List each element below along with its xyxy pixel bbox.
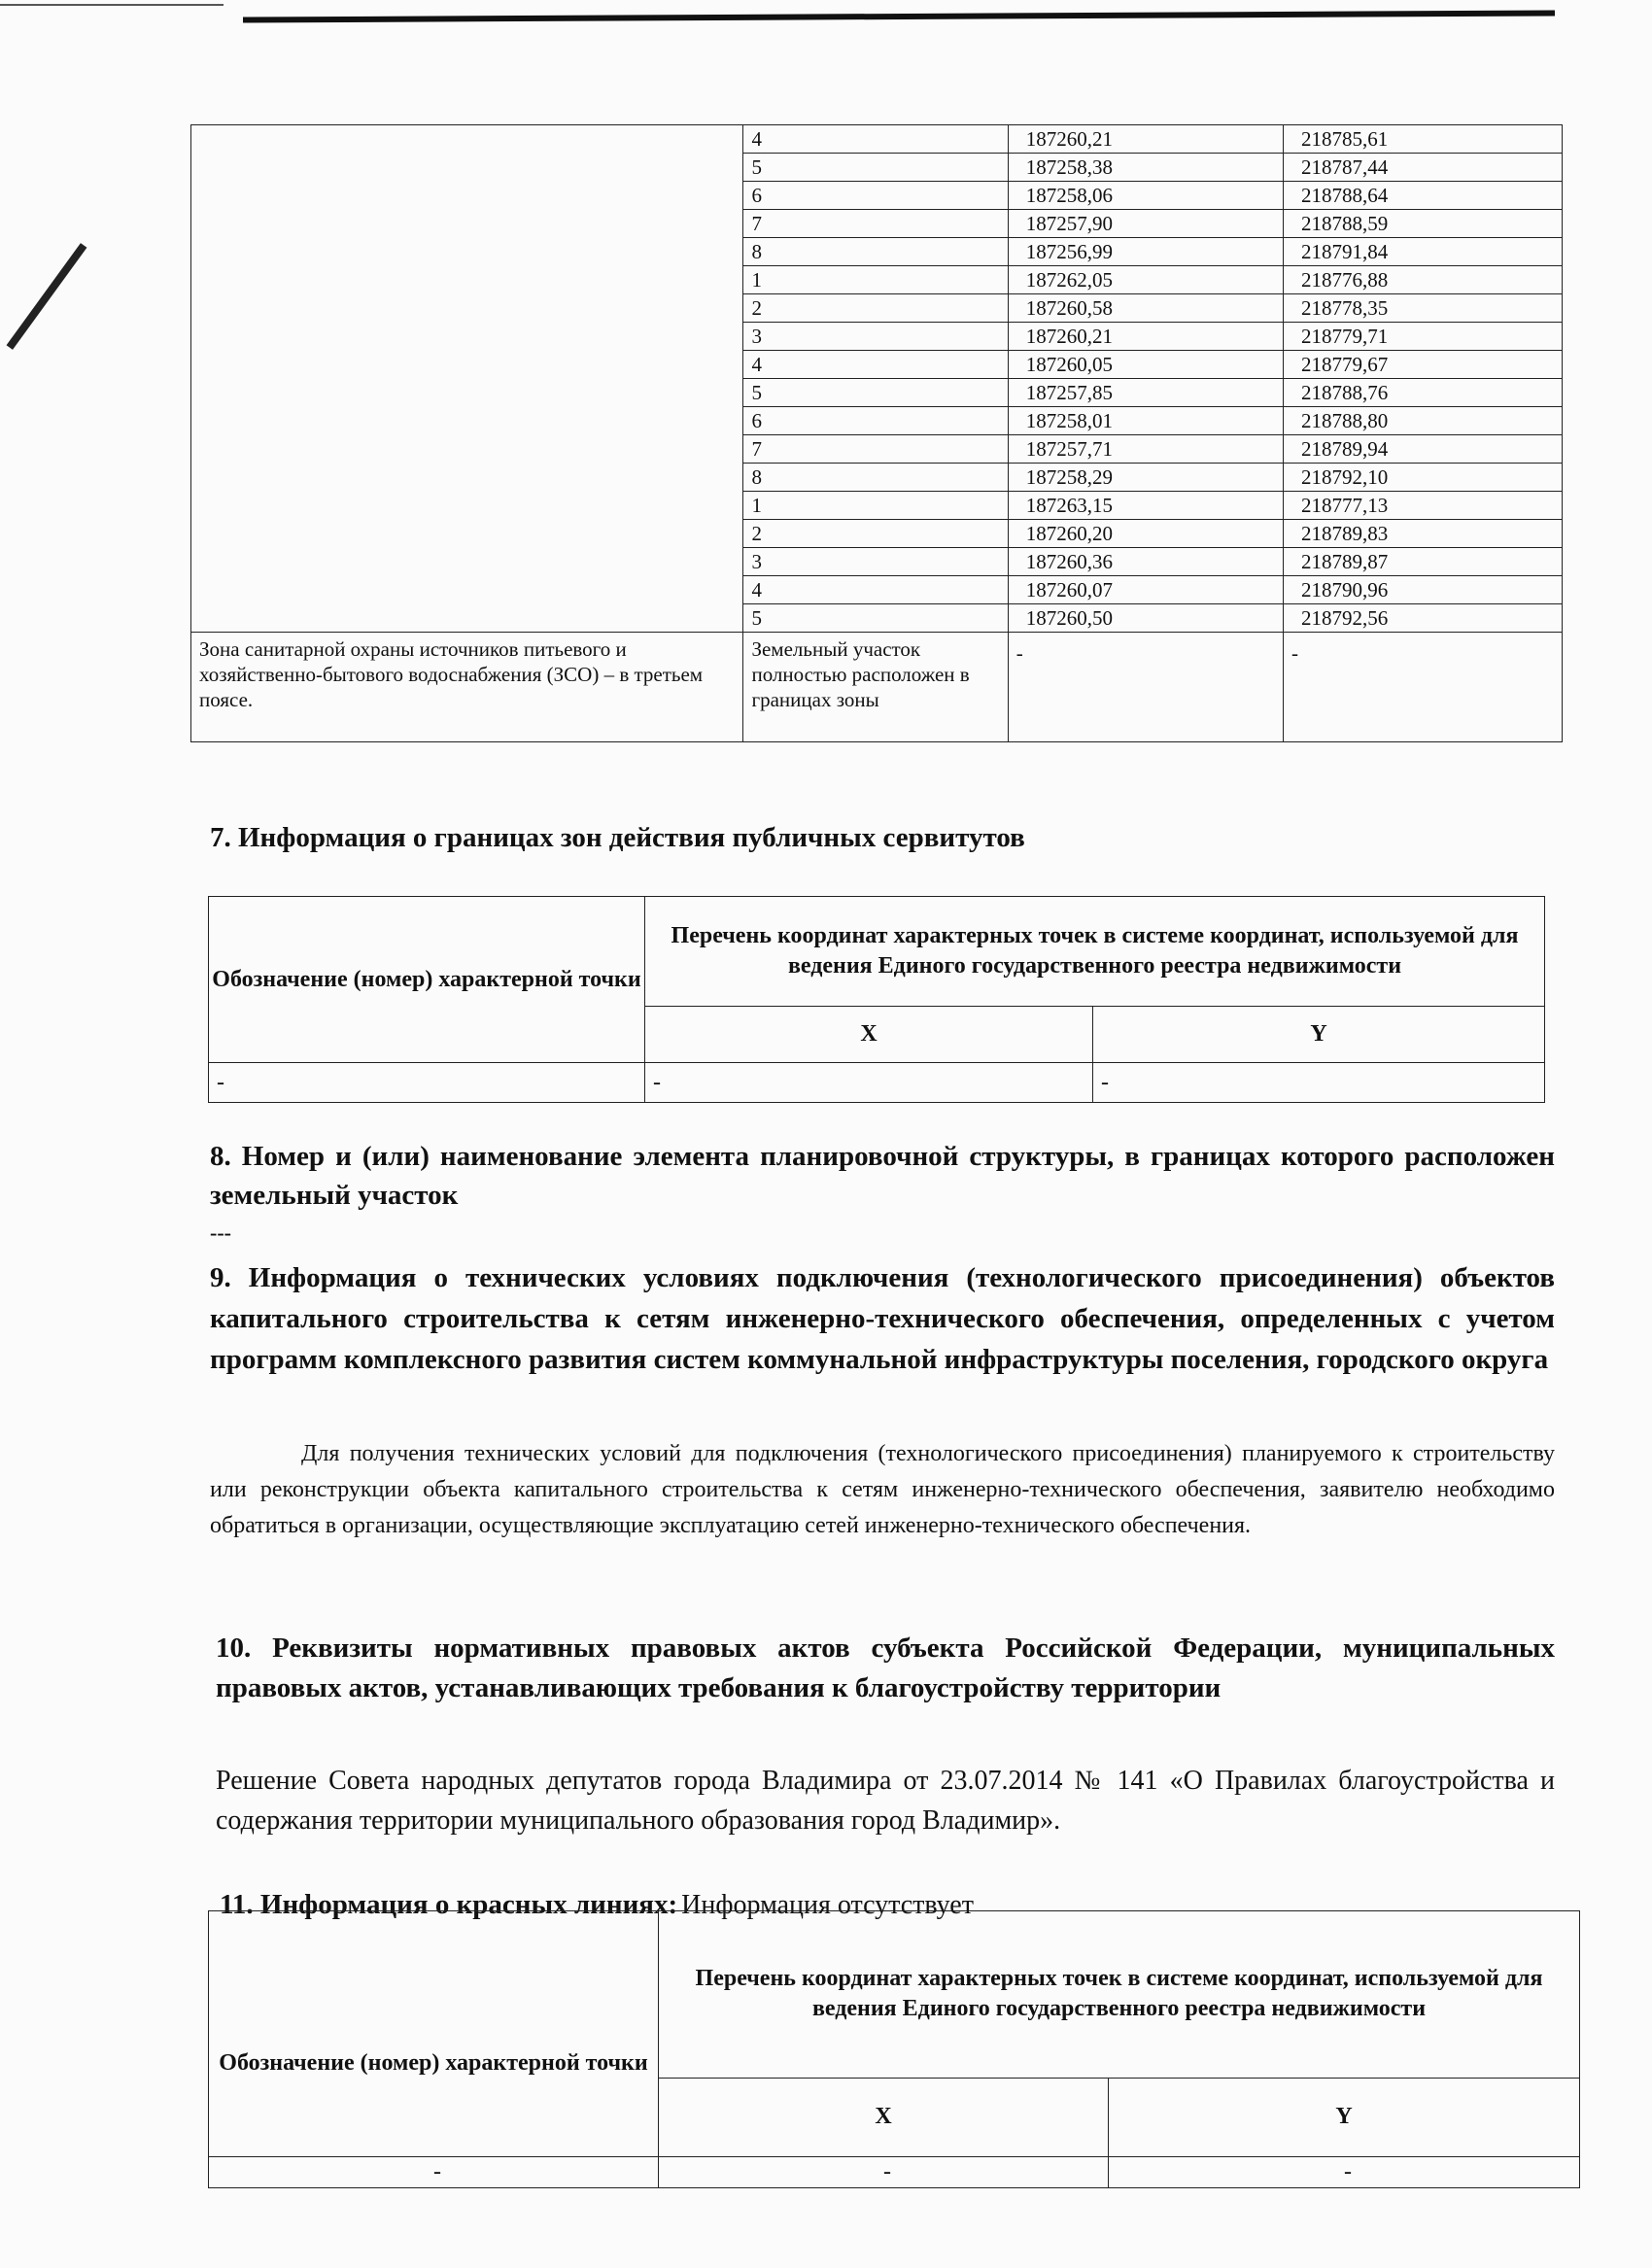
scan-edge-left [0,4,224,6]
redlines-col-coords: Перечень координат характерных точек в системе координат, используемой для ведения Единого государственного реестра недвижимости [659,1911,1580,2079]
redlines-y-value: - [1109,2157,1580,2188]
coord-y: 218788,59 [1283,210,1562,238]
section11-title: 11. Информация о красных линиях: [220,1889,678,1920]
coord-y: 218788,76 [1283,379,1562,407]
coord-y: 218776,88 [1283,266,1562,294]
servitude-col-point: Обозначение (номер) характерной точки [209,897,645,1063]
servitude-x-value: - [645,1063,1093,1103]
section10-text: Решение Совета народных депутатов города Владимира от 23.07.2014 № 141 «О Правилах благоустройства и содержания территории муниципального образования город Владимир». [216,1766,1555,1836]
point-number: 8 [743,464,1008,492]
coord-y: 218788,64 [1283,182,1562,210]
zso-row [191,633,1563,742]
coord-x: 187257,90 [1008,210,1283,238]
coord-x: 187260,36 [1008,548,1283,576]
point-number: 6 [743,182,1008,210]
coord-x: 187260,58 [1008,294,1283,323]
point-number: 2 [743,520,1008,548]
zso-name: Зона санитарной охраны источников питьевого и хозяйственно-бытового водоснабжения (ЗСО) – в третьем поясе. [191,633,743,742]
redlines-col-y: Y [1109,2078,1580,2156]
point-number: 6 [743,407,1008,435]
zso-status: Земельный участок полностью расположен в границах зоны [743,633,1008,742]
coord-y: 218779,67 [1283,351,1562,379]
point-number: 4 [743,125,1008,154]
point-number: 4 [743,351,1008,379]
blank-merged-cell [191,125,743,633]
coord-x: 187263,15 [1008,492,1283,520]
coord-y: 218779,71 [1283,323,1562,351]
point-number: 3 [743,323,1008,351]
coord-x: 187258,38 [1008,154,1283,182]
section11-status: Информация отсутствует [681,1890,974,1920]
coord-y: 218789,87 [1283,548,1562,576]
coord-x: 187260,07 [1008,576,1283,604]
coord-y: 218792,10 [1283,464,1562,492]
section9-text: Для получения технических условий для подключения (технологического присоединения) планируемого к строительству или реконструкции объекта капитального строительства к сетям инженерно-технического обеспечения, заявителю необходимо обратиться в организации, осуществляющие эксплуатацию сетей инженерно-технического обеспечения. [210,1441,1555,1538]
coord-x: 187257,85 [1008,379,1283,407]
section10-title: 10. Реквизиты нормативных правовых актов субъекта Российской Федерации, муниципальных правовых актов, устанавливающих требования к благоустройству территории [216,1632,1555,1703]
coordinates-table [190,124,1563,742]
coord-x: 187256,99 [1008,238,1283,266]
point-number: 1 [743,266,1008,294]
coord-y: 218788,80 [1283,407,1562,435]
redlines-x-value: - [659,2157,1109,2188]
coord-x: 187258,29 [1008,464,1283,492]
point-number: 5 [743,154,1008,182]
servitude-y-value: - [1093,1063,1545,1103]
redlines-col-point: Обозначение (номер) характерной точки [209,1911,659,2157]
coord-y: 218787,44 [1283,154,1562,182]
section8-title: 8. Номер и (или) наименование элемента планировочной структуры, в границах которого расположен земельный участок [210,1141,1555,1211]
coord-y: 218789,83 [1283,520,1562,548]
point-number: 4 [743,576,1008,604]
redlines-col-x: X [659,2078,1109,2156]
coord-x: 187258,01 [1008,407,1283,435]
point-number: 5 [743,604,1008,633]
scan-edge-top [243,10,1555,22]
servitude-col-coords: Перечень координат характерных точек в системе координат, используемой для ведения Единого государственного реестра недвижимости [645,897,1545,1007]
servitude-point-value: - [209,1063,645,1103]
point-number: 2 [743,294,1008,323]
point-number: 5 [743,379,1008,407]
point-number: 8 [743,238,1008,266]
servitude-col-x: X [645,1006,1093,1062]
coord-y: 218785,61 [1283,125,1562,154]
point-number: 1 [743,492,1008,520]
point-number: 7 [743,435,1008,464]
coord-x: 187260,21 [1008,125,1283,154]
zso-y: - [1283,633,1562,742]
zso-x: - [1008,633,1283,742]
coord-x: 187260,20 [1008,520,1283,548]
servitude-table [208,896,1545,1103]
coord-y: 218778,35 [1283,294,1562,323]
coord-x: 187260,50 [1008,604,1283,633]
coord-y: 218792,56 [1283,604,1562,633]
point-number: 7 [743,210,1008,238]
servitude-col-y: Y [1093,1006,1545,1062]
section9-title: 9. Информация о технических условиях подключения (технологического присоединения) объектов капитального строительства к сетям инженерно-технического обеспечения, определенных с учетом программ комплексного развития систем коммунальной инфраструктуры поселения, городского округа [210,1262,1555,1375]
coord-y: 218789,94 [1283,435,1562,464]
section8-value: --- [210,1220,231,1245]
coord-x: 187262,05 [1008,266,1283,294]
coord-x: 187257,71 [1008,435,1283,464]
coordinate-row [191,125,1563,154]
coord-x: 187260,21 [1008,323,1283,351]
point-number: 3 [743,548,1008,576]
coord-x: 187258,06 [1008,182,1283,210]
coord-y: 218791,84 [1283,238,1562,266]
red-lines-table [208,1910,1580,2188]
coord-y: 218790,96 [1283,576,1562,604]
redlines-point-value: - [209,2157,659,2188]
coord-y: 218777,13 [1283,492,1562,520]
section7-title: 7. Информация о границах зон действия публичных сервитутов [210,822,1025,853]
scan-mark [7,243,87,350]
coord-x: 187260,05 [1008,351,1283,379]
